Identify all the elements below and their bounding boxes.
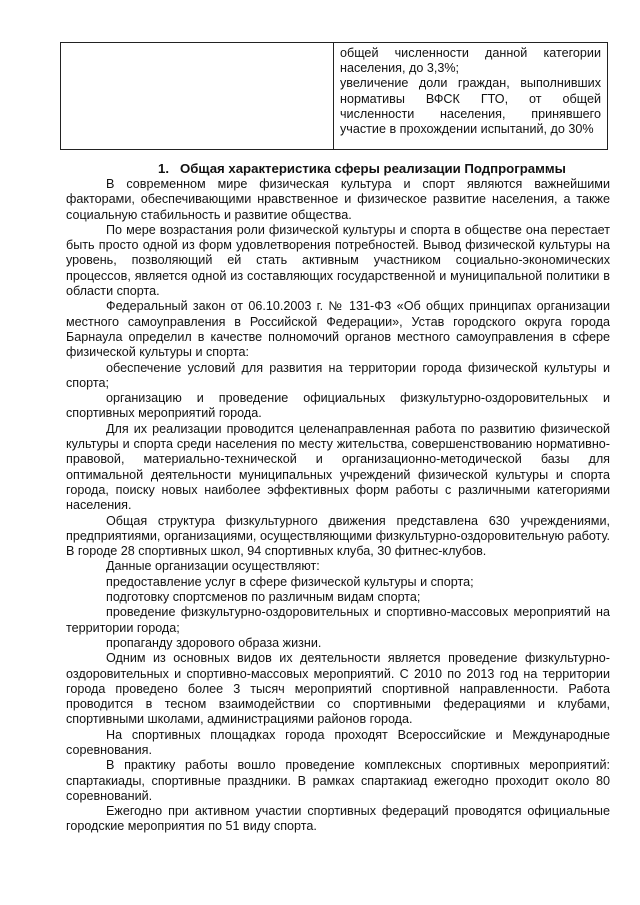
indicator-text-2: увеличение доли граждан, выполнивших нормативы ВФСК ГТО, от общей численности населения, принявшего участие в прохождении испытаний, до 30% — [340, 76, 601, 137]
paragraph: Федеральный закон от 06.10.2003 г. № 131-ФЗ «Об общих принципах организации местного самоуправления в Российской Федерации», Устав городского округа города Барнаула определил в качестве полномочий органов местного самоуправления в сфере физической культуры и спорта: — [66, 299, 610, 360]
paragraph: На спортивных площадках города проходят Всероссийские и Международные соревнования. — [66, 727, 610, 757]
document-body — [66, 160, 610, 835]
indicator-text-1: общей численности данной категории населения, до 3,3%; — [340, 46, 601, 76]
list-item: организацию и проведение официальных физкультурно-оздоровительных и спортивных мероприятий города. — [66, 391, 610, 421]
paragraph: Общая структура физкультурного движения представлена 630 учреждениями, предприятиями, организациями, осуществляющими физкультурно-оздоровительную работу. В городе 28 спортивных школ, 94 спортивных клуба, 30 фитнес-клубов. — [66, 513, 610, 559]
table-cell-empty — [61, 43, 334, 150]
goals-table-fragment — [60, 42, 608, 150]
paragraph: Данные организации осуществляют: — [106, 559, 320, 574]
paragraph: В практику работы вошло проведение комплексных спортивных мероприятий: спартакиады, спортивные праздники. В рамках спартакиад ежегодно проходит около 80 соревнований. — [66, 758, 610, 803]
list-item: подготовку спортсменов по различным видам спорта; — [106, 590, 421, 605]
list-item: обеспечение условий для развития на территории города физической культуры и спорта; — [66, 360, 610, 390]
section-number: 1. — [158, 161, 169, 176]
paragraph: Одним из основных видов их деятельности является проведение физкультурно-оздоровительных и спортивно-массовых мероприятий. С 2010 по 2013 год на территории города проведено более 3 тысяч мероприятий спортивной направленности. Работа проводится в тесном взаимодействии со спортивными федерациями и клубами, спортивными школами, администрациями районов города. — [66, 651, 610, 727]
section-title: Общая характеристика сферы реализации Подпрограммы — [180, 161, 566, 176]
paragraph: По мере возрастания роли физической культуры и спорта в обществе она перестает быть просто одной из форм удовлетворения потребностей. Вывод физической культуры на уровень, позволяющий ей стать активным участником социально-экономических процессов, является одной из составляющих государственной и муниципальной политики в области спорта. — [66, 222, 610, 299]
paragraph: Для их реализации проводится целенаправленная работа по развитию физической культуры и спорта среди населения по месту жительства, совершенствованию нормативно-правовой, материально-технической и организационно-методической базы для оптимальной деятельности муниципальных учреждений физической культуры и спорта города, поиску новых наиболее эффективных форм работы с различными категориями населения. — [66, 421, 610, 513]
paragraph: В современном мире физическая культура и спорт являются важнейшими факторами, обеспечивающими нравственное и физическое развитие населения, а также социальную стабильность и развитие общества. — [66, 177, 610, 222]
section-heading — [66, 160, 610, 177]
list-item: предоставление услуг в сфере физической культуры и спорта; — [106, 574, 474, 589]
table-cell-indicators — [334, 43, 608, 150]
paragraph: Ежегодно при активном участии спортивных федераций проводятся официальные городские мероприятия по 51 виду спорта. — [66, 804, 610, 834]
list-item: проведение физкультурно-оздоровительных и спортивно-массовых мероприятий на территории города; — [66, 605, 610, 635]
table-row — [61, 43, 608, 150]
list-item: пропаганду здорового образа жизни. — [106, 635, 322, 650]
